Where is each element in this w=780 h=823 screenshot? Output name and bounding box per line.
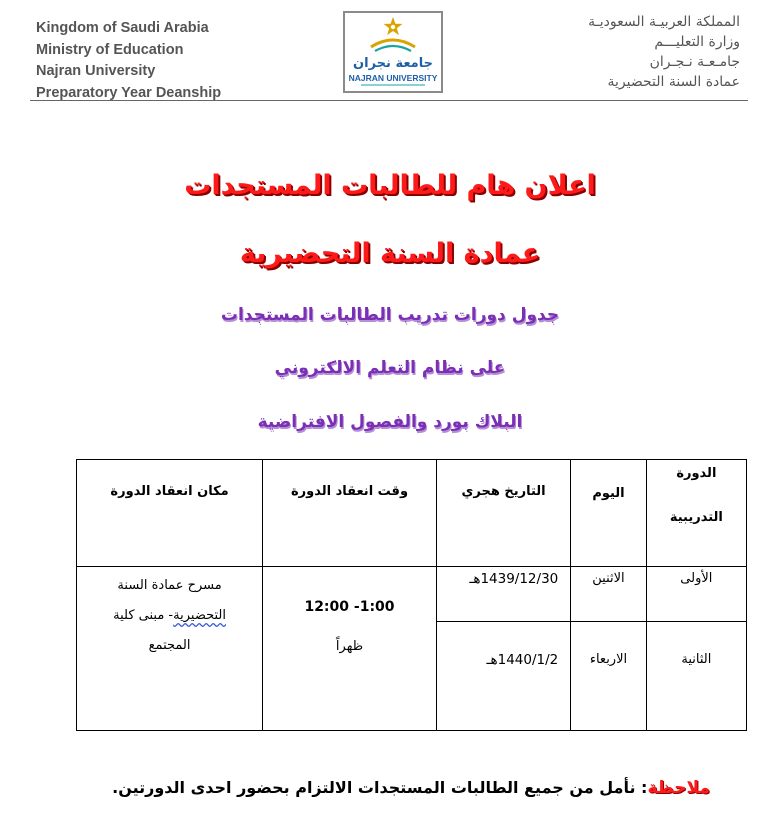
row-2-course-text: الثانية (681, 652, 712, 667)
header-date (436, 460, 570, 567)
row-1-date-text: 1439/12/30هـ (469, 571, 559, 587)
announcement-title: اعلان هام للطالبات المستجدات (184, 170, 596, 201)
header-arabic-block (588, 12, 740, 92)
header-course-line-1: الدورة (676, 466, 717, 481)
header-en-line-4: Preparatory Year Deanship (36, 84, 222, 101)
header-date-label: التاريخ هجري (461, 484, 546, 499)
letterhead (0, 0, 780, 105)
header-course-line-2: التدريبية (669, 510, 723, 525)
row-1-day (571, 567, 646, 622)
header-place (77, 460, 263, 567)
place-cell (77, 567, 263, 731)
row-2-date (436, 622, 570, 731)
row-1-date (436, 567, 570, 622)
row-2-date-text: 1440/1/2هـ (486, 652, 559, 668)
place-line-3: المجتمع (148, 638, 191, 653)
deanship-title: عمادة السنة التحضيرية (239, 238, 541, 269)
note (112, 778, 710, 798)
row-2-day-text: الاربعاء (589, 652, 628, 667)
time-range: 12:00 -1:00 (304, 599, 395, 615)
time-cell (263, 567, 437, 731)
header-divider (30, 100, 748, 101)
place-line-2-b: - مبنى كلية (113, 608, 174, 623)
header-ar-line-2: وزارة التعليـــم (654, 34, 740, 50)
header-en-line-1: Kingdom of Saudi Arabia (36, 20, 209, 36)
schedule-subtitle: جدول دورات تدريب الطالبات المستجدات (220, 305, 560, 325)
header-english-block (36, 18, 221, 104)
header-en-line-3: Najran University (36, 63, 156, 79)
header-place-label: مكان انعقاد الدورة (110, 484, 229, 499)
header-en-line-2: Ministry of Education (36, 41, 184, 58)
header-time (263, 460, 437, 567)
row-1-day-text: الاثنين (592, 571, 625, 586)
row-1-course (646, 567, 746, 622)
elearning-subtitle: على نظام التعلم الالكتروني (274, 358, 506, 378)
row-2-day (571, 622, 646, 731)
note-label: ملاحظة (647, 778, 710, 798)
header-ar-line-1: المملكة العربيـة السعوديـة (588, 14, 740, 30)
header-ar-line-3: جامـعـة نـجـران (649, 54, 740, 70)
table-header-row (77, 460, 747, 567)
schedule-table (76, 459, 747, 731)
header-day (571, 460, 646, 567)
header-time-label: وقت انعقاد الدورة (290, 484, 409, 499)
place-line-2-a: التحضيرية (173, 608, 226, 623)
header-day-label: اليوم (592, 486, 625, 501)
place-line-2 (77, 601, 262, 631)
university-logo-icon (345, 13, 441, 91)
header-ar-line-4: عمادة السنة التحضيرية (607, 74, 740, 90)
time-period: ظهراً (335, 639, 364, 654)
row-1-course-text: الأولى (680, 571, 713, 586)
blackboard-subtitle: البلاك بورد والفصول الافتراضية (257, 412, 523, 432)
place-line-1: مسرح عمادة السنة (117, 578, 222, 593)
row-2-course (646, 622, 746, 731)
note-text: : نأمل من جميع الطالبات المستجدات الالتزام بحضور احدى الدورتين. (112, 778, 648, 797)
logo-english-text: NAJRAN UNIVERSITY (348, 73, 438, 83)
logo-arabic-text: جامعة نجران (353, 56, 433, 71)
university-logo (343, 11, 443, 93)
table-row (77, 567, 747, 622)
header-course (646, 460, 746, 567)
